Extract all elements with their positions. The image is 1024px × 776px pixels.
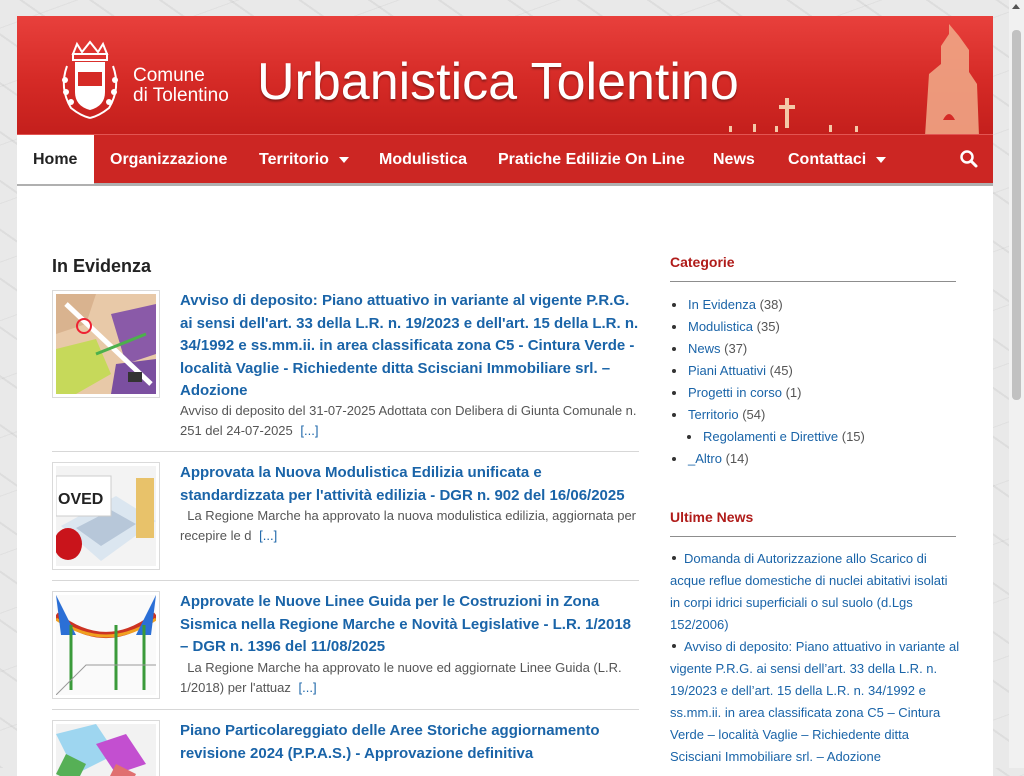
site-header	[17, 16, 993, 134]
section-title: In Evidenza	[52, 256, 152, 276]
post-excerpt	[180, 658, 640, 697]
municipality-logo-text[interactable]	[133, 66, 229, 106]
post-title-link[interactable]: Approvate le Nuove Linee Guida per le Costruzioni in Zona Sismica nella Regione Marche e Novità Legislative - L.R. 1/2018 – DGR n. 1396 del 11/08/2025	[180, 593, 632, 656]
nav-news-label: News	[713, 151, 755, 168]
post-title-link[interactable]: Piano Particolareggiato delle Aree Storiche aggiornamento revisione 2024 (P.P.A.S.) - Approvazione definitiva	[180, 722, 600, 762]
nav-organizzazione-label: Organizzazione	[110, 151, 228, 168]
category-link[interactable]: News	[688, 341, 721, 356]
category-link[interactable]: Regolamenti e Direttive	[703, 429, 839, 444]
post-excerpt-text: La Regione Marche ha approvato le nuove ed aggiornate Linee Guida (L.R. 1/2018) per l'attuaz	[180, 660, 622, 695]
category-count: (45)	[769, 363, 793, 378]
category-link[interactable]: Progetti in corso	[688, 385, 782, 400]
post-thumbnail[interactable]	[52, 591, 160, 699]
category-link[interactable]: _Altro	[688, 451, 722, 466]
category-count: (37)	[724, 341, 748, 356]
seismic-model-thumbnail-icon	[56, 595, 156, 695]
nav-pratiche-edilizie-label: Pratiche Edilizie On Line	[498, 151, 685, 168]
logo-line-1: Comune	[133, 65, 205, 86]
news-link[interactable]: Avviso di deposito: Piano attuativo in variante al vigente P.R.G. ai sensi dell’art. 33 della L.R. n. 19/2023 e dell’art. 15 della L.R. n. 34/1992 e ss.mm.ii. in area classificata zona C5 – Cintura Verde – località Vaglie – Richiedente ditta Scisciani Immobiliare srl. – Adozione	[670, 639, 960, 764]
category-link[interactable]: Modulistica	[688, 319, 754, 334]
post-item	[52, 462, 639, 581]
approved-document-thumbnail-icon	[56, 466, 156, 566]
category-item	[670, 294, 956, 316]
post-thumbnail[interactable]	[52, 290, 160, 398]
nav-home-label: Home	[33, 151, 78, 168]
page-scrollbar[interactable]	[1009, 0, 1024, 768]
nav-organizzazione[interactable]	[94, 135, 243, 184]
read-more-link[interactable]: [...]	[298, 679, 317, 695]
scroll-up-arrow-icon[interactable]	[1012, 4, 1020, 9]
bullet-icon	[672, 556, 676, 560]
nav-modulistica[interactable]	[363, 135, 483, 184]
categories-list	[670, 294, 956, 470]
chevron-down-icon	[339, 157, 349, 163]
post-excerpt	[180, 506, 640, 545]
categories-widget-title: Categorie	[670, 254, 956, 282]
bell-tower-icon	[919, 24, 989, 134]
search-icon[interactable]	[959, 149, 979, 169]
category-link[interactable]: Piani Attuativi	[688, 363, 767, 378]
category-link[interactable]: In Evidenza	[688, 297, 756, 312]
category-item	[670, 448, 956, 470]
chevron-down-icon	[876, 157, 886, 163]
bullet-icon	[672, 644, 676, 648]
post-excerpt-text: Avviso di deposito del 31-07-2025 Adottata con Delibera di Giunta Comunale n. 251 del 24-07-2025	[180, 403, 637, 438]
category-count: (54)	[742, 407, 766, 422]
svg-text:OVED: OVED	[58, 491, 104, 508]
coat-of-arms-icon[interactable]	[55, 40, 125, 124]
category-count: (14)	[725, 451, 749, 466]
post-item	[52, 591, 639, 710]
nav-modulistica-label: Modulistica	[379, 151, 468, 168]
map-thumbnail-icon	[56, 294, 156, 394]
page	[17, 16, 993, 776]
site-title[interactable]: Urbanistica Tolentino	[257, 53, 739, 111]
post-thumbnail[interactable]	[52, 462, 160, 570]
category-item	[670, 360, 956, 382]
read-more-link[interactable]: [...]	[300, 422, 319, 438]
category-count: (35)	[756, 319, 780, 334]
nav-news[interactable]	[697, 135, 771, 184]
subcategory-item	[670, 426, 956, 448]
latest-news-list	[670, 548, 960, 768]
nav-home[interactable]	[17, 135, 94, 184]
read-more-link[interactable]: [...]	[259, 527, 278, 543]
nav-pratiche-edilizie[interactable]	[482, 135, 701, 184]
skyline-dots-icon	[725, 120, 865, 134]
news-item	[670, 548, 960, 636]
latest-news-widget-title: Ultime News	[670, 509, 956, 537]
post-item	[52, 290, 639, 452]
news-link[interactable]: Domanda di Autorizzazione allo Scarico di acque reflue domestiche di nuclei abitativi isolati in corpi idrici superficiali o sul suolo (d.Lgs 152/2006)	[670, 551, 948, 632]
category-count: (15)	[841, 429, 865, 444]
historic-areas-map-thumbnail-icon	[56, 724, 156, 776]
post-excerpt	[180, 401, 640, 440]
category-item	[670, 404, 956, 426]
category-link[interactable]: Territorio	[688, 407, 739, 422]
news-item	[670, 636, 960, 768]
post-excerpt-text: La Regione Marche ha approvato la nuova modulistica edilizia, aggiornata per recepire le d	[180, 508, 637, 543]
main-navigation	[17, 134, 993, 186]
nav-territorio-label: Territorio	[259, 151, 329, 168]
scrollbar-thumb[interactable]	[1012, 30, 1021, 400]
nav-contattaci-label: Contattaci	[788, 151, 867, 168]
category-count: (1)	[785, 385, 802, 400]
category-item	[670, 382, 956, 404]
logo-line-2: di Tolentino	[133, 85, 229, 106]
category-count: (38)	[759, 297, 783, 312]
post-title-link[interactable]: Avviso di deposito: Piano attuativo in variante al vigente P.R.G. ai sensi dell'art. 33 della L.R. n. 19/2023 e dell'art. 15 della L.R. n. 34/1992 e ss.mm.ii. in area classificata zona C5 - Cintura Verde - località Vaglie - Richiedente ditta Scisciani Immobiliare srl. – Adozione	[180, 292, 639, 400]
category-item	[670, 316, 956, 338]
post-title-link[interactable]: Approvata la Nuova Modulistica Edilizia unificata e standardizzata per l'attività edilizia - DGR n. 902 del 16/06/2025	[180, 464, 625, 504]
nav-territorio[interactable]	[243, 135, 365, 184]
nav-contattaci[interactable]	[772, 135, 902, 184]
category-item	[670, 338, 956, 360]
